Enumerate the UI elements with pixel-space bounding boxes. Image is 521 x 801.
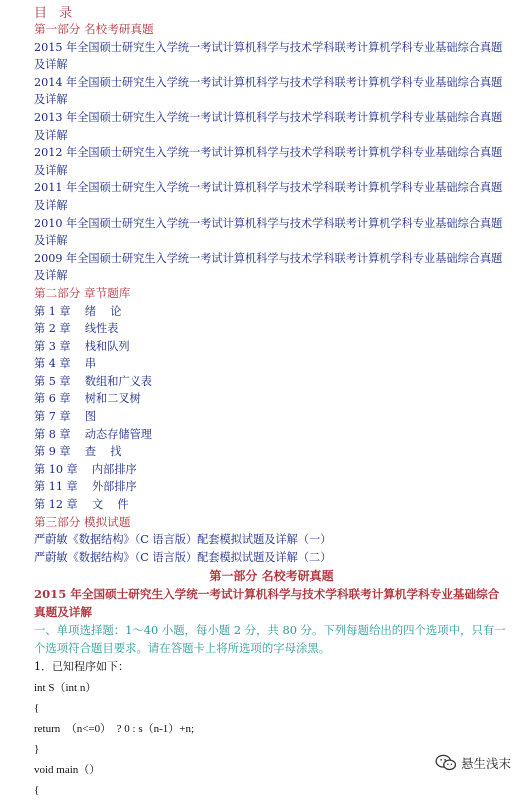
toc-item-exam[interactable]: 2012 年全国硕士研究生入学统一考试计算机科学与技术学科联考计算机学科专业基础综合真题及详解 bbox=[34, 146, 503, 177]
toc-part3[interactable]: 第三部分 模拟试题 bbox=[34, 514, 131, 529]
toc-item-chapter[interactable]: 第 5 章 数组和广义表 bbox=[34, 374, 152, 388]
toc-item-exam[interactable]: 2010 年全国硕士研究生入学统一考试计算机科学与技术学科联考计算机学科专业基础综合真题及详解 bbox=[34, 216, 503, 248]
toc-item-chapter[interactable]: 第 11 章 外部排序 bbox=[34, 480, 137, 494]
toc-item-chapter[interactable]: 第 3 章 栈和队列 bbox=[34, 339, 130, 353]
toc-item-mock[interactable]: 严蔚敏《数据结构》（C 语言版）配套模拟试题及详解（一） bbox=[34, 533, 332, 547]
code-line: } bbox=[34, 743, 40, 756]
toc-title: 目 录 bbox=[34, 6, 77, 21]
toc-chapter-list bbox=[34, 303, 509, 514]
wechat-icon bbox=[435, 754, 457, 772]
watermark bbox=[435, 754, 511, 772]
toc-item-mock[interactable]: 严蔚敏《数据结构》（C 语言版）配套模拟试题及详解（二） bbox=[34, 550, 332, 564]
toc-item-chapter[interactable]: 第 7 章 图 bbox=[34, 410, 97, 424]
toc-item-chapter[interactable]: 第 10 章 内部排序 bbox=[34, 462, 137, 476]
question-text: 1．已知程序如下： bbox=[34, 660, 129, 674]
toc-item-chapter[interactable]: 第 6 章 树和二叉树 bbox=[34, 392, 141, 406]
part-heading: 第一部分 名校考研真题 bbox=[209, 569, 334, 584]
code-line: return （n<=0） ? 0 : s（n-1）+n; bbox=[34, 722, 195, 735]
toc-item-exam[interactable]: 2011 年全国硕士研究生入学统一考试计算机科学与技术学科联考计算机学科专业基础综合真题及详解 bbox=[34, 181, 503, 212]
toc-item-exam[interactable]: 2014 年全国硕士研究生入学统一考试计算机科学与技术学科联考计算机学科专业基础综合真题及详解 bbox=[34, 75, 503, 107]
toc-item-exam[interactable]: 2009 年全国硕士研究生入学统一考试计算机科学与技术学科联考计算机学科专业基础综合真题及详解 bbox=[34, 251, 503, 283]
exam-title: 2015 年全国硕士研究生入学统一考试计算机科学与技术学科联考计算机学科专业基础综合真题及详解 bbox=[34, 587, 500, 620]
code-line: void main（） bbox=[34, 763, 101, 776]
toc-item-chapter[interactable]: 第 12 章 文 件 bbox=[34, 498, 129, 512]
section-intro: 一、单项选择题：1～40 小题，每小题 2 分，共 80 分。下列每题给出的四个选项中，只有一个选项符合题目要求。请在答题卡上将所选项的字母涂黑。 bbox=[34, 623, 506, 656]
toc-part1[interactable]: 第一部分 名校考研真题 bbox=[34, 22, 154, 36]
code-line: int S（int n） bbox=[34, 681, 97, 694]
toc-part2[interactable]: 第二部分 章节题库 bbox=[34, 285, 131, 300]
code-block bbox=[34, 678, 509, 801]
toc-item-exam[interactable]: 2013 年全国硕士研究生入学统一考试计算机科学与技术学科联考计算机学科专业基础综合真题及详解 bbox=[34, 110, 503, 142]
code-line: { bbox=[34, 702, 40, 715]
toc-item-chapter[interactable]: 第 9 章 查 找 bbox=[34, 445, 122, 459]
toc-item-chapter[interactable]: 第 4 章 串 bbox=[34, 357, 97, 371]
code-line: { bbox=[34, 784, 40, 797]
toc-part1-list bbox=[34, 39, 509, 285]
watermark-text: 悬生浅末 bbox=[460, 756, 511, 771]
toc-item-chapter[interactable]: 第 8 章 动态存储管理 bbox=[34, 427, 152, 441]
toc-item-chapter[interactable]: 第 1 章 绪 论 bbox=[34, 304, 122, 318]
document-page bbox=[34, 0, 509, 801]
toc-mock-list bbox=[34, 531, 509, 566]
toc-item-exam[interactable]: 2015 年全国硕士研究生入学统一考试计算机科学与技术学科联考计算机学科专业基础综合真题及详解 bbox=[34, 40, 503, 72]
toc-item-chapter[interactable]: 第 2 章 线性表 bbox=[34, 322, 119, 336]
